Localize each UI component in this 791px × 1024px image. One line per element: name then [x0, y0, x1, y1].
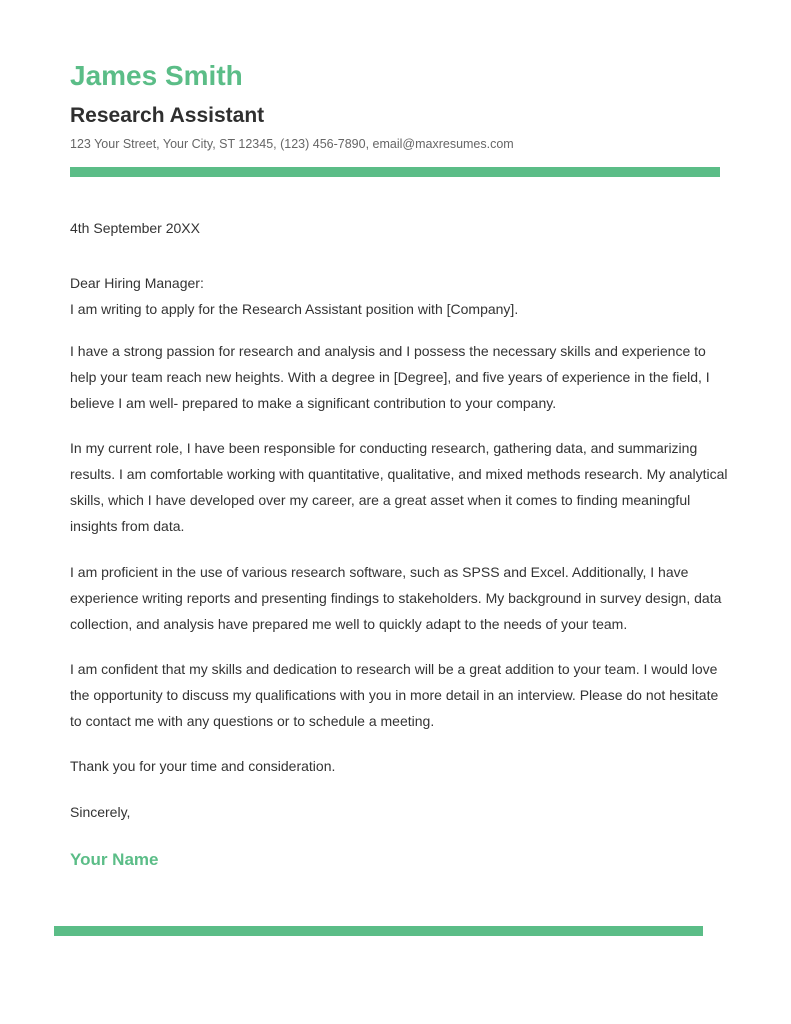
body-paragraph: I am proficient in the use of various research software, such as SPSS and Excel. Additionally, I have experience writing reports and presenting findings to stakeholders. My background in survey design, data collection, and analysis have prepared me well to quickly adapt to the needs of your team.: [70, 564, 722, 632]
intro-paragraph: I am writing to apply for the Research Assistant position with [Company].: [70, 301, 519, 317]
header-divider: [70, 167, 720, 177]
closing: Sincerely,: [70, 804, 131, 820]
footer-divider: [54, 926, 703, 936]
body-paragraph: I am confident that my skills and dedication to research will be a great addition to your team. I would love the opportunity to discuss my qualifications with you in more detail in an interview. Please do not hesitate to contact me with any questions or to schedule a meeting.: [70, 661, 719, 729]
salutation: Dear Hiring Manager:: [70, 275, 204, 291]
letter-date: 4th September 20XX: [70, 220, 200, 236]
job-title: Research Assistant: [70, 104, 265, 127]
body-paragraph: I have a strong passion for research and analysis and I possess the necessary skills and experience to help your team reach new heights. With a degree in [Degree], and five years of experience in the field, I believe I am well- prepared to make a significant contribution to your company.: [70, 343, 710, 411]
signature-name: Your Name: [70, 850, 159, 869]
thank-you-paragraph: Thank you for your time and consideration.: [70, 758, 336, 774]
contact-info: 123 Your Street, Your City, ST 12345, (123) 456-7890, email@maxresumes.com: [70, 137, 514, 151]
body-paragraph: In my current role, I have been responsible for conducting research, gathering data, and summarizing results. I am comfortable working with quantitative, qualitative, and mixed methods research. My analytical skills, which I have developed over my career, are a great asset when it comes to finding meaningful insights from data.: [70, 440, 728, 534]
applicant-name: James Smith: [70, 60, 243, 91]
